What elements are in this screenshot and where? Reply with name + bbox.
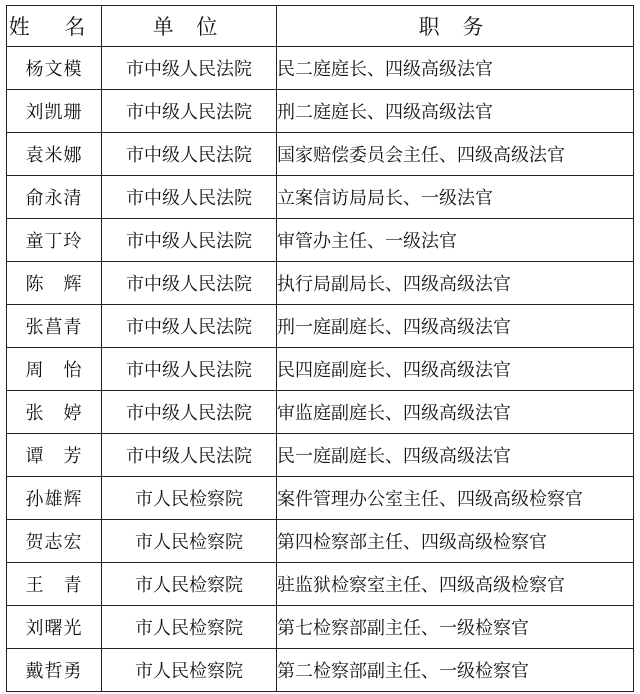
unit-cell: 市中级人民法院 xyxy=(102,262,277,305)
table-row xyxy=(7,563,634,606)
post-cell: 立案信访局局长、一级法官 xyxy=(277,176,634,219)
table-row xyxy=(7,520,634,563)
table-row xyxy=(7,477,634,520)
name-cell: 张菖青 xyxy=(7,305,102,348)
post-cell: 民四庭副庭长、四级高级法官 xyxy=(277,348,634,391)
unit-cell: 市人民检察院 xyxy=(102,477,277,520)
post-cell: 国家赔偿委员会主任、四级高级法官 xyxy=(277,133,634,176)
name-cell: 刘曙光 xyxy=(7,606,102,649)
table-header xyxy=(7,6,634,47)
unit-cell: 市人民检察院 xyxy=(102,649,277,692)
name-cell: 贺志宏 xyxy=(7,520,102,563)
post-cell: 第四检察部主任、四级高级检察官 xyxy=(277,520,634,563)
post-cell: 刑二庭庭长、四级高级法官 xyxy=(277,90,634,133)
table-row xyxy=(7,90,634,133)
post-cell: 案件管理办公室主任、四级高级检察官 xyxy=(277,477,634,520)
unit-cell: 市中级人民法院 xyxy=(102,391,277,434)
header-name: 姓 名 xyxy=(7,6,102,47)
table-row xyxy=(7,176,634,219)
header-unit: 单 位 xyxy=(102,6,277,47)
unit-cell: 市人民检察院 xyxy=(102,520,277,563)
name-cell: 周 怡 xyxy=(7,348,102,391)
table-row xyxy=(7,262,634,305)
name-cell: 袁米娜 xyxy=(7,133,102,176)
post-cell: 审管办主任、一级法官 xyxy=(277,219,634,262)
table-row xyxy=(7,133,634,176)
table-row xyxy=(7,391,634,434)
unit-cell: 市中级人民法院 xyxy=(102,176,277,219)
name-cell: 谭 芳 xyxy=(7,434,102,477)
unit-cell: 市中级人民法院 xyxy=(102,47,277,90)
unit-cell: 市中级人民法院 xyxy=(102,219,277,262)
personnel-table xyxy=(6,5,634,692)
post-cell: 刑一庭副庭长、四级高级法官 xyxy=(277,305,634,348)
table-body xyxy=(7,47,634,692)
name-cell: 童丁玲 xyxy=(7,219,102,262)
unit-cell: 市人民检察院 xyxy=(102,563,277,606)
post-cell: 第七检察部副主任、一级检察官 xyxy=(277,606,634,649)
name-cell: 王 青 xyxy=(7,563,102,606)
unit-cell: 市中级人民法院 xyxy=(102,348,277,391)
table-row xyxy=(7,434,634,477)
header-row xyxy=(7,6,634,47)
table-row xyxy=(7,47,634,90)
table-row xyxy=(7,606,634,649)
post-cell: 审监庭副庭长、四级高级法官 xyxy=(277,391,634,434)
post-cell: 第二检察部副主任、一级检察官 xyxy=(277,649,634,692)
name-cell: 俞永清 xyxy=(7,176,102,219)
table-row xyxy=(7,348,634,391)
name-cell: 张 婷 xyxy=(7,391,102,434)
table-row xyxy=(7,219,634,262)
name-cell: 孙雄辉 xyxy=(7,477,102,520)
post-cell: 驻监狱检察室主任、四级高级检察官 xyxy=(277,563,634,606)
unit-cell: 市中级人民法院 xyxy=(102,133,277,176)
post-cell: 民一庭副庭长、四级高级法官 xyxy=(277,434,634,477)
table-row xyxy=(7,649,634,692)
unit-cell: 市中级人民法院 xyxy=(102,305,277,348)
header-post: 职 务 xyxy=(277,6,634,47)
table-row xyxy=(7,305,634,348)
post-cell: 执行局副局长、四级高级法官 xyxy=(277,262,634,305)
unit-cell: 市中级人民法院 xyxy=(102,90,277,133)
name-cell: 戴哲勇 xyxy=(7,649,102,692)
name-cell: 陈 辉 xyxy=(7,262,102,305)
name-cell: 杨文模 xyxy=(7,47,102,90)
post-cell: 民二庭庭长、四级高级法官 xyxy=(277,47,634,90)
name-cell: 刘凯珊 xyxy=(7,90,102,133)
unit-cell: 市人民检察院 xyxy=(102,606,277,649)
unit-cell: 市中级人民法院 xyxy=(102,434,277,477)
